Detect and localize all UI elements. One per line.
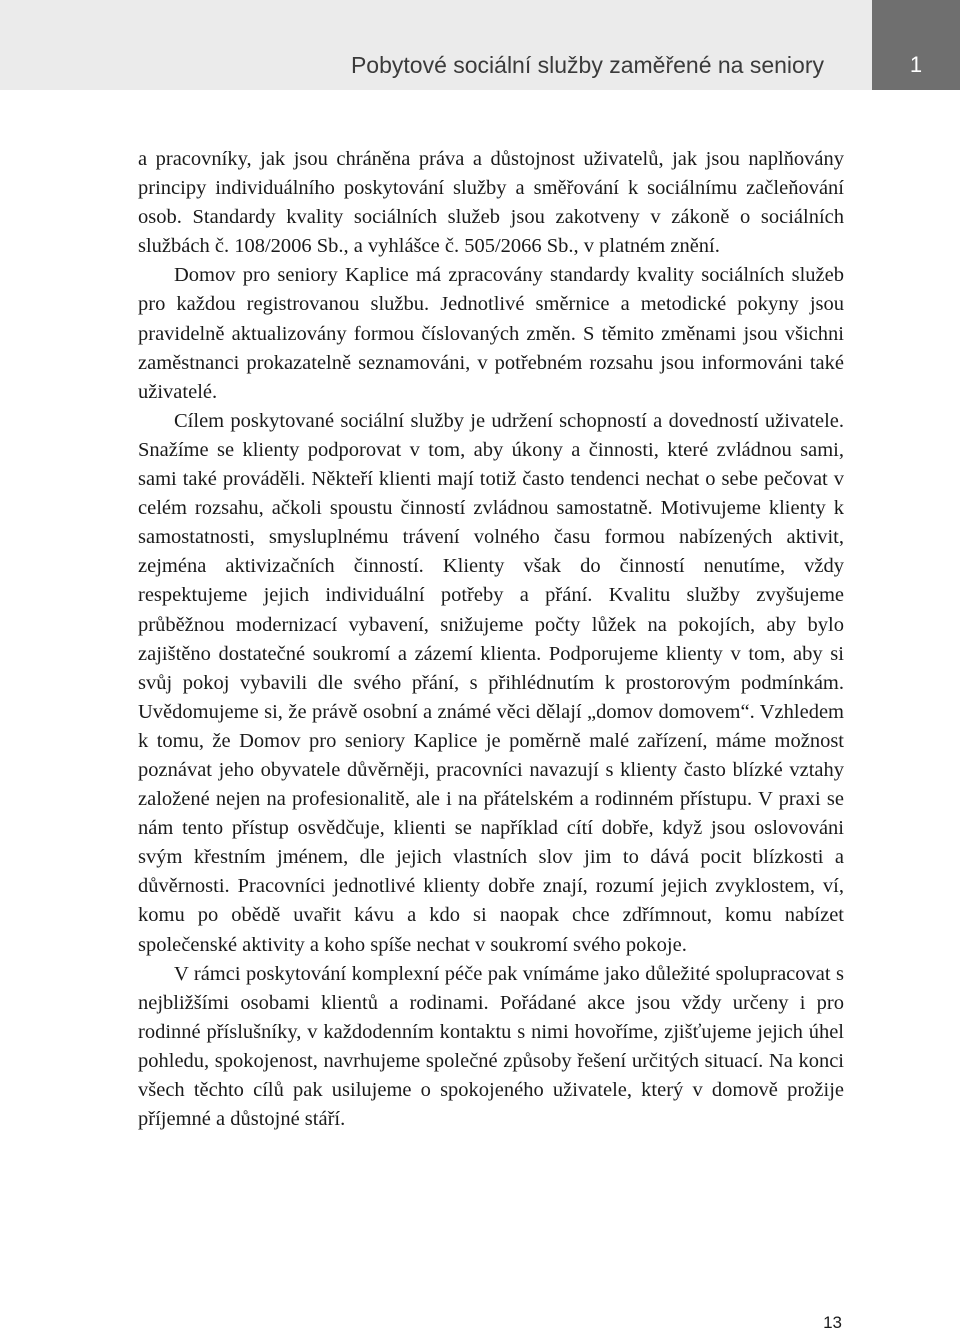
body-text (138, 145, 844, 1134)
paragraph-4: V rámci poskytování komplexní péče pak vnímáme jako důležité spolupracovat s nejbližšími osobami klientů a rodinami. Pořádané akce jsou vždy určeny i pro rodinné příslušníky, v každodenním kontaktu s nimi hovoříme, zjišťujeme jejich úhel pohledu, spokojenost, navrhujeme společné způsoby řešení určitých situací. Na konci všech těchto cílů pak usilujeme o spokojeného uživatele, který v domově prožije příjemné a důstojné stáří. (138, 962, 844, 1131)
paragraph-1: a pracovníky, jak jsou chráněna práva a důstojnost uživatelů, jak jsou naplňovány principy individuálního poskytování služby a směřování k sociálnímu začleňování osob. Standardy kvality sociálních služeb jsou zakotveny v zákoně o sociálních službách č. 108/2006 Sb., a vyhlášce č. 505/2066 Sb., v platném znění. (138, 148, 844, 258)
paragraph-3: Cílem poskytované sociální služby je udržení schopností a dovedností uživatele. Snažíme se klienty podporovat v tom, aby úkony a činnosti, které zvládnou sami, sami také prováděli. Někteří klienti mají totiž často tendenci nechat o sebe pečovat v celém rozsahu, ačkoli spoustu činností zvládnou samostatně. Motivujeme klienty k samostatnosti, smysluplnému trávení volného času formou nabízených aktivit, zejména aktivizačních činností. Klienty však do činností nenutíme, vždy respektujeme jejich individuální potřeby a přání. Kvalitu služby zvyšujeme průběžnou modernizací vybavení, snižujeme počty lůžek na pokojích, aby bylo zajištěno dostatečné soukromí a zázemí klienta. Podporujeme klienty v tom, aby si svůj pokoj vybavili dle svého přání, s přihlédnutím k prostorovým podmínkám. Uvědomujeme si, že právě osobní a známé věci dělají „domov domovem“. Vzhledem k tomu, že Domov pro seniory Kaplice je poměrně malé zařízení, máme možnost poznávat jeho obyvatele důvěrněji, pracovníci navazují s klienty často blízké vztahy založené nejen na profesionalitě, ale i na přátelském a rodinném přístupu. V praxi se nám tento přístup osvědčuje, klienti se například cítí dobře, když jsou oslovováni svým křestním jménem, dle jejich vlastních slov jim to dává pocit blízkosti a důvěrnosti. Pracovníci jednotlivé klienty dobře znají, rozumí jejich zvyklostem, ví, komu po obědě uvařit kávu a kdo si naopak chce zdřímnout, komu nabízet společenské aktivity a koho spíše nechat v soukromí svého pokoje. (138, 409, 844, 956)
chapter-number: 1 (909, 52, 923, 77)
page-header (0, 0, 960, 90)
page-number: 13 (823, 1313, 842, 1332)
chapter-tab (872, 0, 960, 90)
paragraph-2: Domov pro seniory Kaplice má zpracovány standardy kvality sociálních služeb pro každou registrovanou službu. Jednotlivé směrnice a metodické pokyny jsou pravidelně aktualizovány formou číslovaných změn. S těmito změnami jsou všichni zaměstnanci prokazatelně seznamováni, v potřebném rozsahu jsou informováni také uživatelé. (138, 264, 844, 403)
running-title: Pobytové sociální služby zaměřené na seniory (350, 52, 824, 78)
